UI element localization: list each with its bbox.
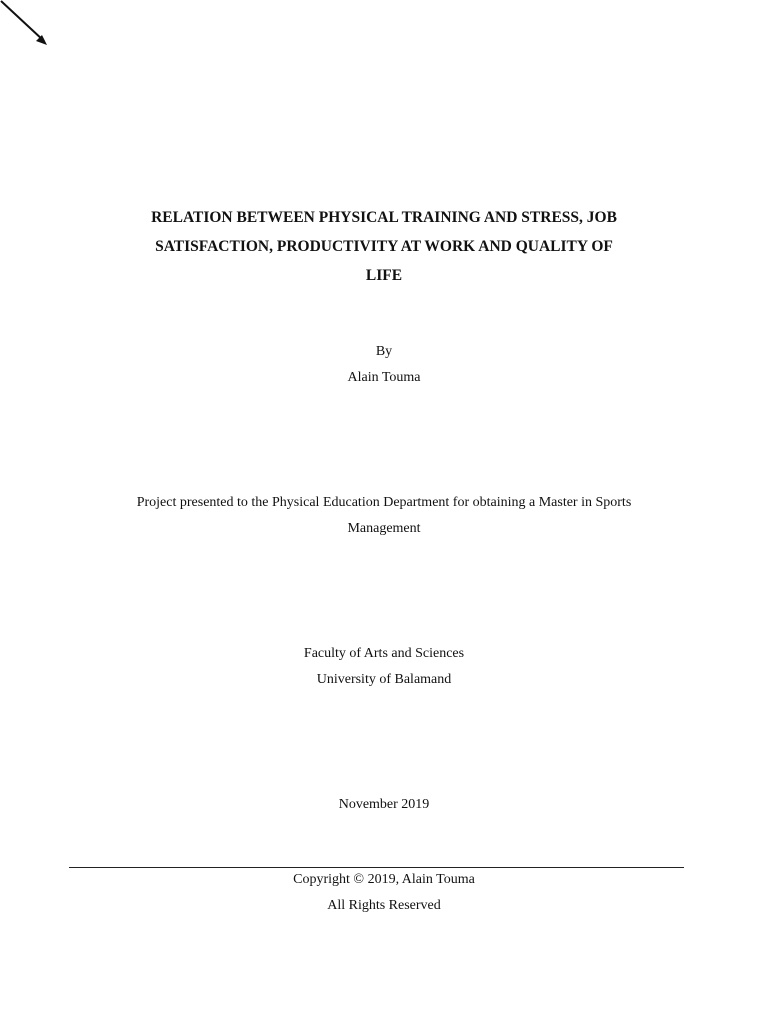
university-name: University of Balamand: [316, 672, 452, 687]
copyright-block: [0, 867, 768, 919]
institution-block: [0, 641, 768, 693]
project-line-2: Management: [347, 521, 421, 536]
date-block: [0, 792, 768, 818]
rights-notice: All Rights Reserved: [327, 898, 441, 913]
author-block: [0, 339, 768, 391]
project-statement: [0, 490, 768, 542]
title-line-3: LIFE: [365, 267, 403, 284]
faculty-name: Faculty of Arts and Sciences: [303, 646, 465, 661]
arrow-icon: [0, 0, 52, 50]
copyright-notice: Copyright © 2019, Alain Touma: [293, 872, 475, 887]
submission-date: November 2019: [338, 797, 430, 812]
document-title: [0, 203, 768, 290]
author-name: Alain Touma: [347, 370, 421, 385]
title-line-1: RELATION BETWEEN PHYSICAL TRAINING AND STRESS, JOB: [151, 209, 617, 226]
title-line-2: SATISFACTION, PRODUCTIVITY AT WORK AND QUALITY OF: [155, 238, 613, 255]
project-line-1: Project presented to the Physical Education Department for obtaining a Master in Sports: [136, 495, 632, 510]
by-label: By: [375, 344, 393, 359]
